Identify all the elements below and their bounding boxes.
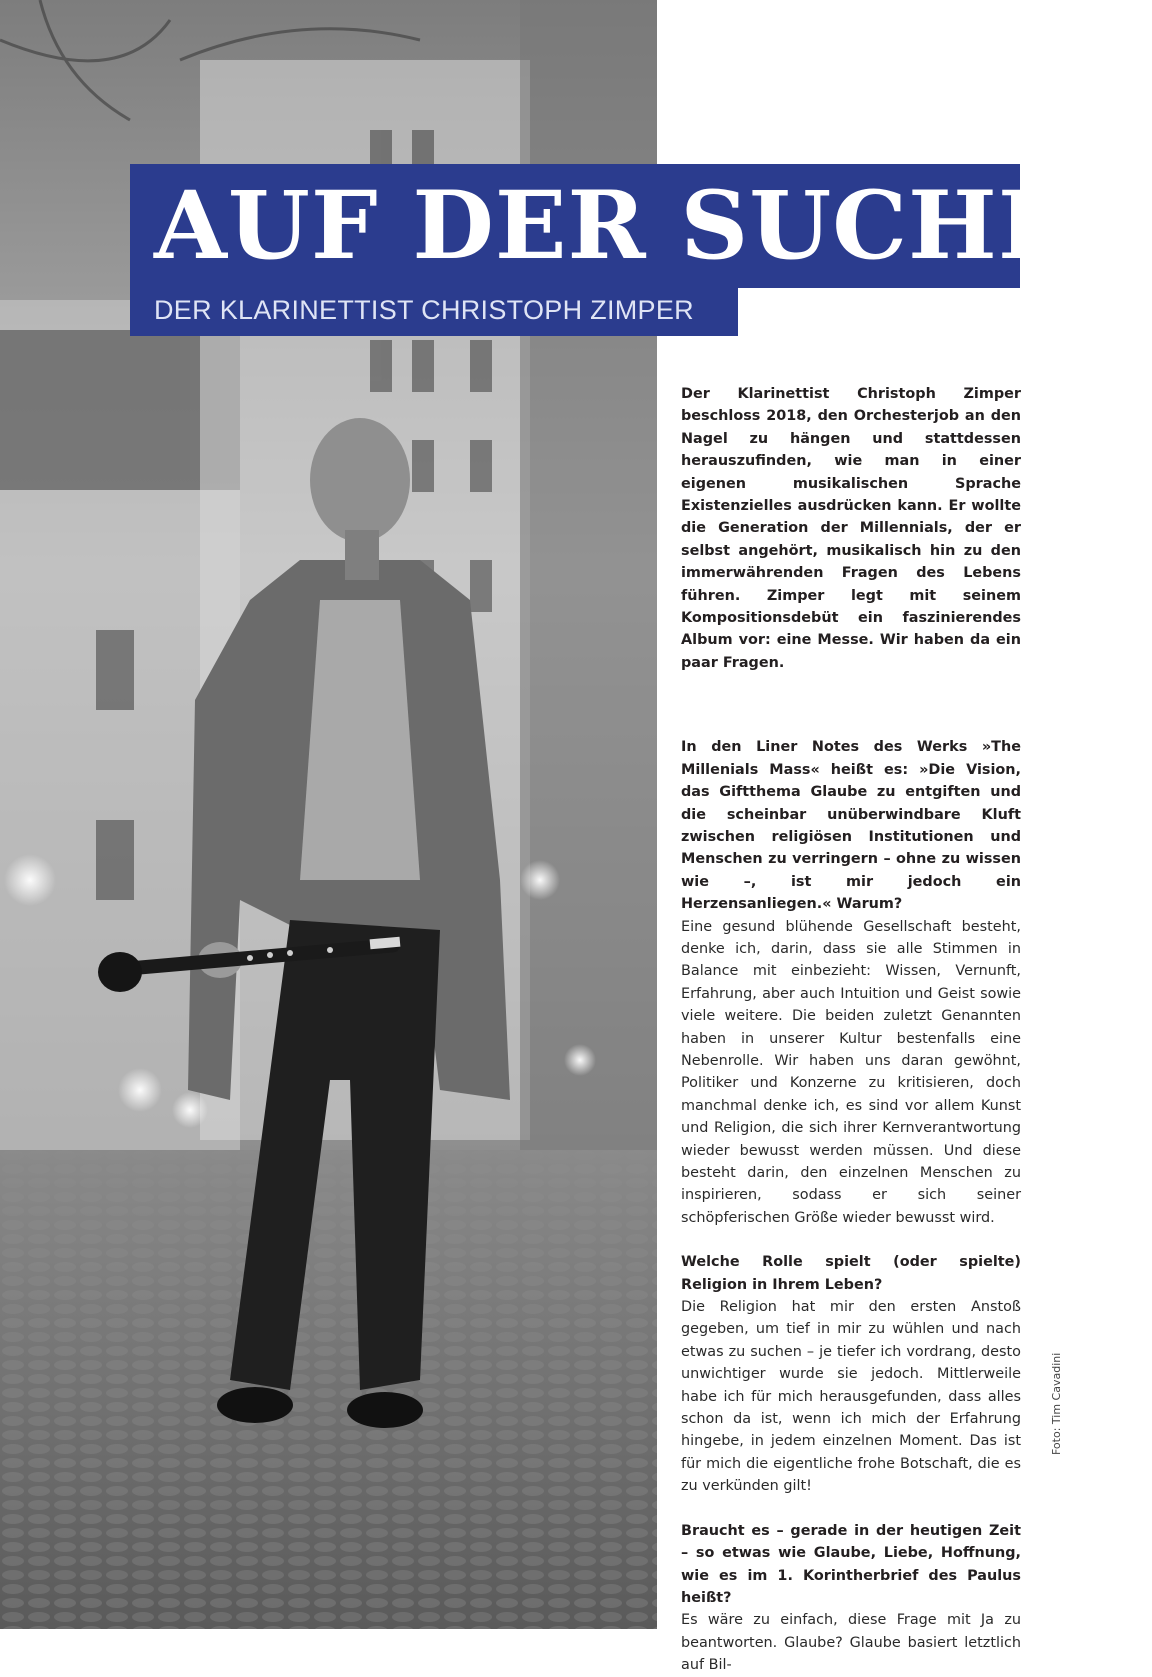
question-3: Braucht es – gerade in der heutigen Zeit – so etwas wie Glaube, Liebe, Hoffnung, wie es im 1. Korintherbrief des Paulus heißt? <box>681 1522 1021 1606</box>
subtitle-banner <box>130 288 738 336</box>
question-2: Welche Rolle spielt (oder spielte) Religion in Ihrem Leben? <box>681 1254 1021 1293</box>
page-subtitle: DER KLARINETTIST CHRISTOPH ZIMPER <box>154 295 694 325</box>
photo-credit: Foto: Tim Cavadini <box>1050 1352 1063 1455</box>
page-title: AUF DER SUCHE <box>154 171 1071 281</box>
answer-3: Es wäre zu einfach, diese Frage mit Ja zu beantworten. Glaube? Glaube basiert letztlich auf Bil- <box>681 1612 1021 1674</box>
title-banner <box>130 164 1071 288</box>
article-body <box>681 383 1021 1677</box>
question-1: In den Liner Notes des Werks »The Millenials Mass« heißt es: »Die Vision, das Giftthema Glaube zu entgiften und die scheinbar unüberwindbare Kluft zwischen religiösen Institutionen und Menschen zu verringern – ohne zu wissen wie –, ist mir jedoch ein Herzensanliegen.« Warum? <box>681 739 1021 913</box>
answer-2: Die Religion hat mir den ersten Anstoß gegeben, um tief in mir zu wühlen und nach etwas zu suchen – je tiefer ich vordrang, desto unwichtiger wurde sie jedoch. Mittlerweile habe ich für mich herausgefunden, dass alles schon da ist, wenn ich mich der Erfahrung hingebe, in jedem einzelnen Moment. Das ist für mich die eigentliche frohe Botschaft, die es zu verkünden gilt! <box>681 1299 1021 1495</box>
article-lead: Der Klarinettist Christoph Zimper beschloss 2018, den Orchesterjob an den Nagel zu hängen und stattdessen herauszufinden, wie man in einer eigenen musikalischen Sprache Existenzielles ausdrücken kann. Er wollte die Generation der Millennials, der er selbst angehört, musikalisch hin zu den immerwährenden Fragen des Lebens führen. Zimper legt mit seinem Kompositionsdebüt ein faszinierendes Album vor: eine Messe. Wir haben da ein paar Fragen. <box>681 386 1021 671</box>
answer-1: Eine gesund blühende Gesellschaft besteht, denke ich, darin, dass sie alle Stimmen in Balance mit einbezieht: Wissen, Vernunft, Erfahrung, aber auch Intuition und Geist sowie viele weitere. Die beiden zuletzt Genannten haben in unserer Kultur bestenfalls eine Nebenrolle. Wir haben uns daran gewöhnt, Politiker und Konzerne zu kritisieren, doch manchmal denke ich, es sind vor allem Kunst und Religion, die sich ihrer Kernverantwortung wieder bewusst werden müssen. Und diese besteht darin, den einzelnen Menschen zu inspirieren, sodass er sich seiner schöpferischen Größe wieder bewusst wird. <box>681 918 1021 1226</box>
